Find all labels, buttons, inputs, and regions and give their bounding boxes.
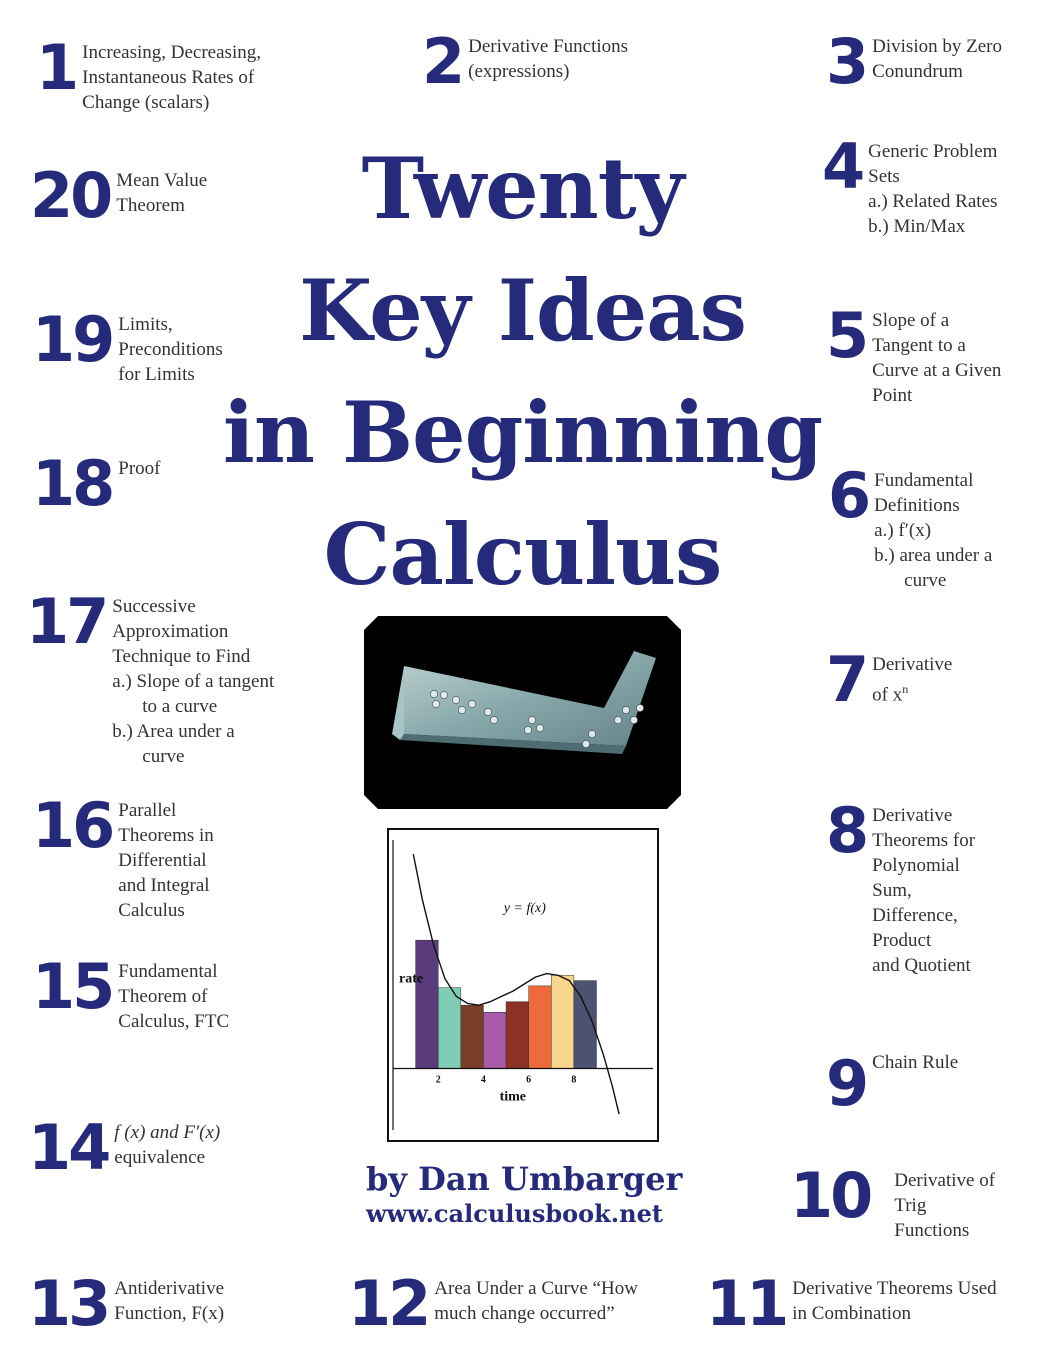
idea-line: b.) area under a (874, 545, 993, 566)
idea-line: Technique to Find (112, 646, 251, 667)
idea-line: Derivative (872, 805, 953, 826)
idea-line: Derivative (872, 654, 953, 675)
idea-text (872, 801, 975, 978)
idea-number: 3 (826, 25, 867, 98)
idea-line: Calculus (118, 900, 185, 921)
braille-plate-illustration (364, 616, 681, 809)
chart-svg (389, 830, 657, 1140)
idea-line: Theorem of (118, 986, 208, 1007)
idea-line: a.) f′(x) (874, 520, 932, 541)
x-tick-2: 2 (435, 1074, 441, 1086)
idea-line (872, 677, 952, 707)
idea-text (894, 1166, 995, 1243)
idea-line: to a curve (142, 696, 218, 717)
idea-line: a.) Related Rates (868, 191, 998, 212)
idea-number: 2 (422, 25, 463, 98)
idea-text (114, 1274, 224, 1326)
website-link[interactable]: www.calculusbook.net (366, 1199, 663, 1228)
idea-line: in Combination (792, 1303, 912, 1324)
curve-label: y = f(x) (503, 901, 546, 917)
idea-text (874, 466, 992, 593)
idea-number: 16 (32, 789, 113, 862)
idea-text (118, 454, 160, 481)
idea-line: Theorem (116, 195, 185, 216)
x-tick-6: 6 (526, 1074, 532, 1086)
idea-text (468, 32, 628, 84)
idea-line: for Limits (118, 364, 195, 385)
idea-text (112, 592, 274, 769)
idea-number: 5 (826, 299, 867, 372)
idea-line: Mean Value (116, 170, 208, 191)
idea-line: Increasing, Decreasing, (82, 42, 261, 63)
idea-18 (32, 447, 161, 520)
idea-line: Curve at a Given (872, 360, 1002, 381)
bar-2-3 (438, 988, 461, 1069)
idea-line: Fundamental (874, 470, 974, 491)
title-line-1: Twenty (361, 139, 684, 238)
idea-line: Instantaneous Rates of (82, 67, 255, 88)
idea-line: (expressions) (468, 61, 570, 82)
idea-text (868, 137, 997, 239)
rate-time-graph (387, 828, 659, 1142)
idea-13 (28, 1267, 225, 1340)
bar-5-6 (506, 1002, 529, 1069)
idea-text (872, 650, 952, 707)
idea-number: 15 (32, 950, 113, 1023)
idea-number: 1 (36, 31, 77, 104)
idea-20 (30, 159, 208, 232)
idea-line: Definitions (874, 495, 960, 516)
bar-4-5 (483, 1012, 506, 1068)
idea-4 (822, 130, 998, 239)
idea-15 (32, 950, 230, 1034)
idea-number: 7 (826, 643, 867, 716)
idea-line: equivalence (114, 1147, 206, 1168)
idea-text (116, 166, 207, 218)
idea-text (118, 957, 229, 1034)
idea-3 (826, 25, 1002, 98)
idea-line: Limits, (118, 314, 173, 335)
idea-line: Fundamental (118, 961, 218, 982)
idea-5 (826, 299, 1002, 408)
idea-16 (32, 789, 214, 923)
idea-line: Polynomial (872, 855, 960, 876)
bar-7-8 (551, 975, 574, 1068)
idea-line: b.) Area under a (112, 721, 235, 742)
idea-line: Derivative Theorems Used (792, 1278, 997, 1299)
idea-line: Change (scalars) (82, 92, 210, 113)
idea-line: Slope of a (872, 310, 950, 331)
y-axis-label: rate (399, 971, 424, 987)
idea-number: 8 (826, 794, 867, 867)
idea-line: Antiderivative (114, 1278, 225, 1299)
idea-text (792, 1274, 996, 1326)
idea-12 (348, 1267, 638, 1340)
idea-10 (790, 1159, 996, 1243)
idea-text (434, 1274, 638, 1326)
idea-text (82, 38, 261, 115)
bar-6-7 (529, 986, 552, 1069)
idea-line: and Quotient (872, 955, 971, 976)
braille-plate-photo (364, 616, 681, 809)
bar-3-4 (461, 1005, 484, 1068)
idea-number: 17 (26, 585, 107, 658)
idea-line: Functions (894, 1220, 970, 1241)
idea-line: Approximation (112, 621, 229, 642)
x-tick-4: 4 (480, 1074, 486, 1086)
idea-line: b.) Min/Max (868, 216, 966, 237)
idea-line: Product (872, 930, 932, 951)
idea-text (872, 32, 1002, 84)
idea-text (114, 1118, 220, 1170)
idea-text (118, 310, 223, 387)
idea-19 (32, 303, 223, 387)
title-line-2: Key Ideas (299, 261, 746, 360)
idea-number: 6 (828, 459, 869, 532)
idea-line: Successive (112, 596, 196, 617)
idea-line: Derivative Functions (468, 36, 629, 57)
x-tick-8: 8 (571, 1074, 577, 1086)
idea-number: 19 (32, 303, 113, 376)
idea-14 (28, 1111, 221, 1184)
title-line-4: Calculus (323, 505, 722, 604)
idea-number: 11 (706, 1267, 787, 1340)
idea-line: Preconditions (118, 339, 223, 360)
idea-line: Sum, (872, 880, 912, 901)
idea-number: 18 (32, 447, 113, 520)
idea-line: much change occurred” (434, 1303, 615, 1324)
idea-line: Conundrum (872, 61, 963, 82)
author-name: by Dan Umbarger (366, 1160, 683, 1198)
idea-number: 20 (30, 159, 111, 232)
idea-line: Area Under a Curve “How (434, 1278, 638, 1299)
idea-line-base: of x (872, 684, 903, 706)
exponent: n (902, 682, 909, 696)
idea-line: Generic Problem (868, 141, 998, 162)
idea-6 (828, 459, 993, 593)
title-line-3: in Beginning (222, 383, 823, 482)
idea-line: Difference, (872, 905, 958, 926)
idea-number: 12 (348, 1267, 429, 1340)
idea-text (118, 796, 214, 923)
idea-line: f (x) and F′(x) (114, 1122, 221, 1143)
idea-line: Trig (894, 1195, 927, 1216)
idea-line: Proof (118, 458, 161, 479)
idea-line: curve (904, 570, 947, 591)
idea-line: Point (872, 385, 913, 406)
idea-line: Tangent to a (872, 335, 966, 356)
x-axis-label: time (499, 1089, 527, 1105)
idea-number: 14 (28, 1111, 109, 1184)
idea-1 (36, 31, 261, 115)
idea-number: 9 (826, 1047, 867, 1120)
idea-line: curve (142, 746, 185, 767)
idea-line: Chain Rule (872, 1052, 959, 1073)
idea-line: Derivative of (894, 1170, 996, 1191)
idea-11 (706, 1267, 997, 1340)
idea-number: 13 (28, 1267, 109, 1340)
cover-title (200, 128, 845, 616)
idea-number: 10 (790, 1159, 871, 1232)
idea-line: Sets (868, 166, 900, 187)
idea-line: a.) Slope of a tangent (112, 671, 275, 692)
idea-text (872, 1048, 958, 1075)
idea-line: Theorems for (872, 830, 976, 851)
idea-9 (826, 1047, 959, 1120)
idea-line: Theorems in (118, 825, 214, 846)
idea-line: Division by Zero (872, 36, 1002, 57)
idea-7 (826, 643, 953, 716)
idea-line: Calculus, FTC (118, 1011, 230, 1032)
idea-2 (422, 25, 629, 98)
idea-line: Function, F(x) (114, 1303, 225, 1324)
bar-1-2 (416, 940, 439, 1068)
idea-line: and Integral (118, 875, 210, 896)
idea-line: Parallel (118, 800, 177, 821)
idea-text (872, 306, 1001, 408)
byline (366, 1160, 696, 1230)
idea-17 (26, 585, 275, 769)
idea-number: 4 (822, 130, 863, 203)
idea-8 (826, 794, 976, 978)
idea-line: Differential (118, 850, 207, 871)
